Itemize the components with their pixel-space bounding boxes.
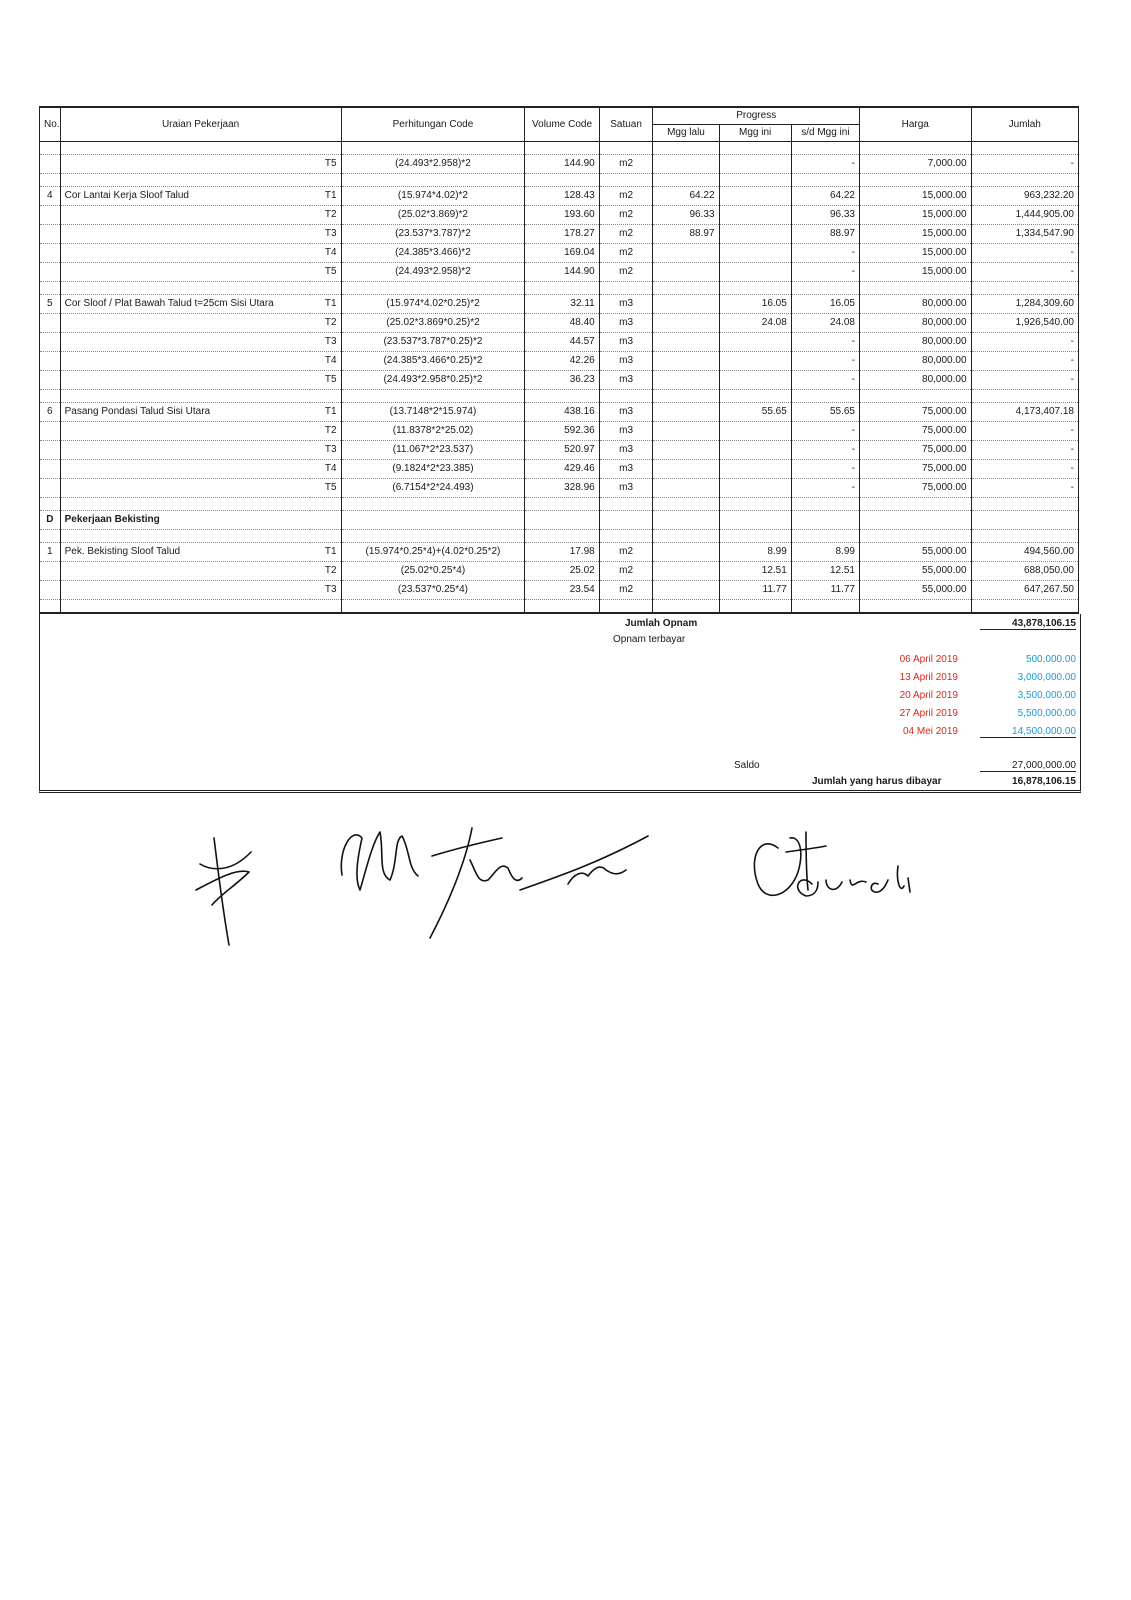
cell-tag: T5 (310, 155, 341, 174)
cell-jumlah: - (971, 479, 1078, 498)
cell-sd: - (791, 422, 859, 441)
cell-sd: 12.51 (791, 562, 859, 581)
cell-mgg-ini: 55.65 (719, 403, 791, 422)
cell-sd: - (791, 352, 859, 371)
cell-harga: 15,000.00 (859, 263, 971, 282)
cell-desc: Cor Lantai Kerja Sloof Talud (60, 187, 310, 206)
cell-tag: T3 (310, 581, 341, 600)
cell-vol: 17.98 (525, 543, 599, 562)
payment-date: 27 April 2019 (899, 708, 958, 719)
cell-calc: (15.974*4.02*0.25)*2 (341, 295, 525, 314)
cell-calc: (6.7154*2*24.493) (341, 479, 525, 498)
cell-calc: (11.067*2*23.537) (341, 441, 525, 460)
cell-vol: 48.40 (525, 314, 599, 333)
payment-date: 20 April 2019 (899, 690, 958, 701)
header-jumlah: Jumlah (971, 107, 1078, 142)
cell-sat: m3 (599, 403, 653, 422)
cell-sd: - (791, 333, 859, 352)
cell-tag: T5 (310, 371, 341, 390)
cell-jumlah: 1,926,540.00 (971, 314, 1078, 333)
cell-tag: T2 (310, 206, 341, 225)
cell-calc: (15.974*4.02)*2 (341, 187, 525, 206)
cell-vol: 128.43 (525, 187, 599, 206)
cell-harga: 75,000.00 (859, 403, 971, 422)
cell-tag: T4 (310, 460, 341, 479)
cell-tag: T4 (310, 352, 341, 371)
cell-harga: 15,000.00 (859, 244, 971, 263)
cell-desc: Pasang Pondasi Talud Sisi Utara (60, 403, 310, 422)
cell-calc: (24.493*2.958*0.25)*2 (341, 371, 525, 390)
cell-jumlah: - (971, 244, 1078, 263)
harus-dibayar-label: Jumlah yang harus dibayar (812, 776, 942, 787)
saldo-value: 27,000,000.00 (980, 760, 1076, 772)
cell-sat: m3 (599, 422, 653, 441)
cell-harga: 80,000.00 (859, 314, 971, 333)
cell-no: 4 (40, 187, 61, 206)
cell-harga: 75,000.00 (859, 460, 971, 479)
cell-harga: 15,000.00 (859, 225, 971, 244)
cell-calc: (24.493*2.958)*2 (341, 263, 525, 282)
cell-mgg-ini: 24.08 (719, 314, 791, 333)
cell-tag: T3 (310, 333, 341, 352)
cell-vol: 144.90 (525, 263, 599, 282)
header-volume: Volume Code (525, 107, 599, 142)
cell-tag: T4 (310, 244, 341, 263)
cell-jumlah: - (971, 460, 1078, 479)
cell-vol: 520.97 (525, 441, 599, 460)
cell-mgg-lalu: 88.97 (653, 225, 719, 244)
cell-sd: - (791, 371, 859, 390)
cell-jumlah: 1,334,547.90 (971, 225, 1078, 244)
cell-vol: 178.27 (525, 225, 599, 244)
cell-harga: 75,000.00 (859, 479, 971, 498)
header-perhitungan: Perhitungan Code (341, 107, 525, 142)
cell-calc: (24.385*3.466*0.25)*2 (341, 352, 525, 371)
cell-harga: 75,000.00 (859, 441, 971, 460)
signature-5-name-icon (798, 866, 910, 896)
cell-harga: 55,000.00 (859, 543, 971, 562)
signature-name-text: Gunadi (812, 900, 816, 901)
cell-no: 5 (40, 295, 61, 314)
cell-sd: - (791, 479, 859, 498)
cell-calc: (9.1824*2*23.385) (341, 460, 525, 479)
cell-sd: - (791, 244, 859, 263)
signature-4-icon (520, 836, 648, 890)
cell-calc: (25.02*3.869*0.25)*2 (341, 314, 525, 333)
header-sd-mgg-ini: s/d Mgg ini (791, 125, 859, 142)
cell-tag: T5 (310, 479, 341, 498)
cell-desc: Pek. Bekisting Sloof Talud (60, 543, 310, 562)
header-satuan: Satuan (599, 107, 653, 142)
cell-vol: 23.54 (525, 581, 599, 600)
section-letter: D (40, 511, 61, 530)
cell-calc: (23.537*3.787)*2 (341, 225, 525, 244)
cell-tag: T1 (310, 295, 341, 314)
cell-jumlah: 1,284,309.60 (971, 295, 1078, 314)
cell-sat: m3 (599, 371, 653, 390)
jumlah-opnam-value: 43,878,106.15 (980, 618, 1076, 630)
cell-calc: (13.7148*2*15.974) (341, 403, 525, 422)
jumlah-opnam-label: Jumlah Opnam (625, 618, 698, 629)
cell-sd: - (791, 460, 859, 479)
cell-sd: 64.22 (791, 187, 859, 206)
cell-desc: Cor Sloof / Plat Bawah Talud t=25cm Sisi Utara (60, 295, 310, 314)
section-title: Pekerjaan Bekisting (60, 511, 310, 530)
cell-tag: T1 (310, 543, 341, 562)
cell-harga: 75,000.00 (859, 422, 971, 441)
payment-amount: 3,000,000.00 (1017, 672, 1076, 683)
cell-calc: (25.02*3.869)*2 (341, 206, 525, 225)
cell-vol: 169.04 (525, 244, 599, 263)
cell-harga: 55,000.00 (859, 562, 971, 581)
cell-vol: 193.60 (525, 206, 599, 225)
cell-vol: 36.23 (525, 371, 599, 390)
cell-mgg-ini: 11.77 (719, 581, 791, 600)
cell-calc: (23.537*0.25*4) (341, 581, 525, 600)
cell-jumlah: - (971, 441, 1078, 460)
cell-mgg-ini: 16.05 (719, 295, 791, 314)
cell-calc: (24.493*2.958)*2 (341, 155, 525, 174)
cell-vol: 44.57 (525, 333, 599, 352)
cell-mgg-lalu: 96.33 (653, 206, 719, 225)
cell-sat: m3 (599, 295, 653, 314)
cell-tag: T3 (310, 225, 341, 244)
cell-sat: m2 (599, 581, 653, 600)
cell-tag: T5 (310, 263, 341, 282)
cell-sat: m2 (599, 206, 653, 225)
cell-vol: 42.26 (525, 352, 599, 371)
header-progress: Progress (653, 107, 860, 125)
cell-vol: 32.11 (525, 295, 599, 314)
cell-calc: (24.385*3.466)*2 (341, 244, 525, 263)
payment-amount: 3,500,000.00 (1017, 690, 1076, 701)
cell-sat: m3 (599, 314, 653, 333)
cell-sd: - (791, 441, 859, 460)
cell-vol: 429.46 (525, 460, 599, 479)
header-mgg-ini: Mgg ini (719, 125, 791, 142)
cell-tag: T2 (310, 562, 341, 581)
cell-harga: 55,000.00 (859, 581, 971, 600)
cell-calc: (23.537*3.787*0.25)*2 (341, 333, 525, 352)
cell-harga: 15,000.00 (859, 187, 971, 206)
cell-jumlah: - (971, 371, 1078, 390)
payment-date: 06 April 2019 (899, 654, 958, 665)
cell-harga: 80,000.00 (859, 352, 971, 371)
cell-mgg-lalu: 64.22 (653, 187, 719, 206)
header-uraian: Uraian Pekerjaan (60, 107, 341, 142)
cell-jumlah: 688,050.00 (971, 562, 1078, 581)
cell-vol: 328.96 (525, 479, 599, 498)
cell-mgg-ini: 8.99 (719, 543, 791, 562)
cell-sd: - (791, 263, 859, 282)
signature-5-icon (754, 832, 826, 895)
cell-jumlah: - (971, 422, 1078, 441)
cell-sat: m2 (599, 155, 653, 174)
payment-amount: 500,000.00 (1025, 654, 1076, 665)
cell-sd: - (791, 155, 859, 174)
signature-3-icon (430, 828, 522, 938)
cell-no: 6 (40, 403, 61, 422)
cell-vol: 144.90 (525, 155, 599, 174)
cell-jumlah: - (971, 263, 1078, 282)
cell-jumlah: 963,232.20 (971, 187, 1078, 206)
cell-mgg-ini: 12.51 (719, 562, 791, 581)
cell-tag: T2 (310, 314, 341, 333)
cell-sat: m3 (599, 352, 653, 371)
harus-dibayar-value: 16,878,106.15 (1012, 776, 1076, 787)
cell-jumlah: 494,560.00 (971, 543, 1078, 562)
cell-sd: 24.08 (791, 314, 859, 333)
payment-amount: 5,500,000.00 (1017, 708, 1076, 719)
cell-sat: m2 (599, 562, 653, 581)
cell-tag: T1 (310, 403, 341, 422)
header-mgg-lalu: Mgg lalu (653, 125, 719, 142)
cell-sat: m2 (599, 244, 653, 263)
cell-tag: T3 (310, 441, 341, 460)
cell-jumlah: - (971, 333, 1078, 352)
cell-jumlah: 1,444,905.00 (971, 206, 1078, 225)
cell-calc: (15.974*0.25*4)+(4.02*0.25*2) (341, 543, 525, 562)
cell-vol: 25.02 (525, 562, 599, 581)
cell-calc: (25.02*0.25*4) (341, 562, 525, 581)
cell-sat: m3 (599, 333, 653, 352)
cell-jumlah: 4,173,407.18 (971, 403, 1078, 422)
cell-sat: m3 (599, 460, 653, 479)
cell-sat: m2 (599, 225, 653, 244)
signature-2-icon (341, 832, 418, 890)
payment-amount: 14,500,000.00 (980, 726, 1076, 738)
cell-sd: 16.05 (791, 295, 859, 314)
cell-sat: m2 (599, 543, 653, 562)
cell-sd: 55.65 (791, 403, 859, 422)
cell-harga: 7,000.00 (859, 155, 971, 174)
cell-vol: 438.16 (525, 403, 599, 422)
cell-sat: m2 (599, 263, 653, 282)
cell-harga: 80,000.00 (859, 295, 971, 314)
cell-tag: T2 (310, 422, 341, 441)
cell-vol: 592.36 (525, 422, 599, 441)
cell-sat: m2 (599, 187, 653, 206)
cell-sd: 11.77 (791, 581, 859, 600)
signature-1-icon (196, 838, 251, 945)
cell-harga: 15,000.00 (859, 206, 971, 225)
cell-tag: T1 (310, 187, 341, 206)
header-harga: Harga (859, 107, 971, 142)
cell-sd: 96.33 (791, 206, 859, 225)
cell-harga: 80,000.00 (859, 333, 971, 352)
cell-sat: m3 (599, 479, 653, 498)
payment-date: 13 April 2019 (899, 672, 958, 683)
cell-sd: 88.97 (791, 225, 859, 244)
cell-sd: 8.99 (791, 543, 859, 562)
saldo-label: Saldo (734, 760, 760, 771)
opnam-terbayar-label: Opnam terbayar (613, 634, 686, 645)
cell-jumlah: 647,267.50 (971, 581, 1078, 600)
cell-jumlah: - (971, 155, 1078, 174)
cell-no: 1 (40, 543, 61, 562)
header-no: No. (40, 107, 61, 142)
cell-jumlah: - (971, 352, 1078, 371)
cell-calc: (11.8378*2*25.02) (341, 422, 525, 441)
cell-harga: 80,000.00 (859, 371, 971, 390)
cell-sat: m3 (599, 441, 653, 460)
payment-date: 04 Mei 2019 (902, 726, 958, 737)
